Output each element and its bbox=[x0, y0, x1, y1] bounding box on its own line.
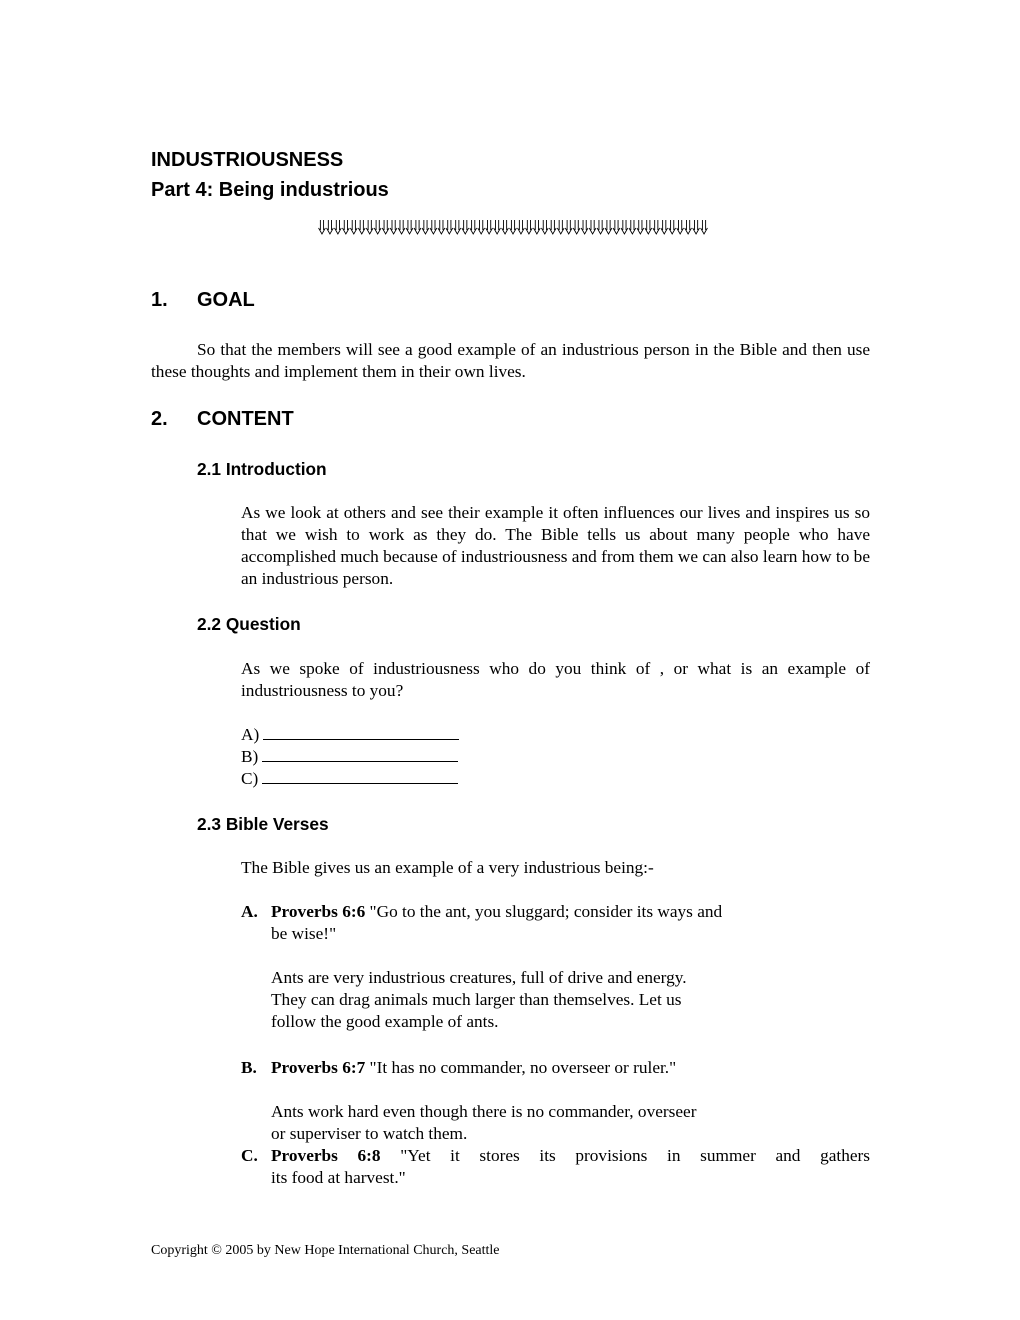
down-arrow-icon bbox=[494, 220, 501, 234]
verse-text-a-continued: be wise!" bbox=[271, 924, 337, 943]
down-arrow-icon bbox=[581, 220, 588, 234]
down-arrow-icon bbox=[518, 220, 525, 234]
down-arrow-icon bbox=[478, 220, 485, 234]
down-arrow-icon bbox=[342, 220, 349, 234]
down-arrow-icon bbox=[414, 220, 421, 234]
down-arrow-icon bbox=[597, 220, 604, 234]
verse-letter-c: C. bbox=[241, 1146, 258, 1165]
down-arrow-icon bbox=[645, 220, 652, 234]
down-arrow-icon bbox=[422, 220, 429, 234]
verse-reference-c: Proverbs 6:8 bbox=[271, 1146, 381, 1165]
goal-paragraph: So that the members will see a good example of an industrious person in the Bible and then use these thoughts and implement them in their own lives. bbox=[151, 340, 870, 381]
verse-item-c bbox=[241, 1145, 870, 1167]
answer-label-a: A) bbox=[241, 725, 260, 744]
section-goal-heading bbox=[151, 288, 255, 312]
section-goal-number: 1. bbox=[151, 289, 168, 311]
down-arrow-icon bbox=[549, 220, 556, 234]
down-arrow-icon bbox=[366, 220, 373, 234]
verse-comment-b bbox=[271, 1101, 871, 1145]
down-arrow-icon bbox=[653, 220, 660, 234]
verse-reference-b: Proverbs 6:7 bbox=[271, 1058, 366, 1077]
verse-letter-b: B. bbox=[241, 1058, 257, 1077]
section-content-heading bbox=[151, 407, 294, 431]
section-goal-title: GOAL bbox=[197, 289, 255, 311]
document-title: INDUSTRIOUSNESS bbox=[151, 149, 344, 171]
bible-verses-intro: The Bible gives us an example of a very industrious being:- bbox=[241, 858, 654, 877]
decorative-arrow-divider bbox=[318, 219, 708, 235]
down-arrow-icon bbox=[541, 220, 548, 234]
down-arrow-icon bbox=[589, 220, 596, 234]
down-arrow-icon bbox=[557, 220, 564, 234]
question-heading: 2.2 Question bbox=[197, 614, 301, 634]
verse-item-a bbox=[241, 901, 870, 923]
verse-text-c-continued: its food at harvest." bbox=[271, 1168, 406, 1187]
down-arrow-icon bbox=[613, 220, 620, 234]
down-arrow-icon bbox=[327, 220, 334, 234]
answer-blank-b bbox=[262, 746, 458, 762]
verse-comment-a bbox=[271, 967, 871, 1033]
section-content-title: CONTENT bbox=[197, 408, 294, 430]
question-paragraph: As we spoke of industriousness who do you think of , or what is an example of industriousness to you? bbox=[241, 659, 870, 700]
answer-label-c: C) bbox=[241, 769, 259, 788]
down-arrow-icon bbox=[390, 220, 397, 234]
verse-reference-a: Proverbs 6:6 bbox=[271, 902, 366, 921]
introduction-heading: 2.1 Introduction bbox=[197, 459, 327, 479]
down-arrow-icon bbox=[685, 220, 692, 234]
answer-blank-a bbox=[263, 724, 459, 740]
verse-letter-a: A. bbox=[241, 902, 258, 921]
down-arrow-icon bbox=[701, 220, 708, 234]
answer-line-c bbox=[241, 768, 870, 790]
verse-comment-a-line: follow the good example of ants. bbox=[271, 1012, 499, 1031]
down-arrow-icon bbox=[358, 220, 365, 234]
verse-item-b bbox=[241, 1057, 870, 1079]
down-arrow-icon bbox=[446, 220, 453, 234]
answer-blank-c bbox=[262, 768, 458, 784]
verse-text-a: "Go to the ant, you sluggard; consider its ways and bbox=[365, 902, 723, 921]
verse-comment-a-line: They can drag animals much larger than themselves. Let us bbox=[271, 990, 682, 1009]
down-arrow-icon bbox=[462, 220, 469, 234]
section-content-number: 2. bbox=[151, 408, 168, 430]
down-arrow-icon bbox=[470, 220, 477, 234]
down-arrow-icon bbox=[661, 220, 668, 234]
down-arrow-icon bbox=[573, 220, 580, 234]
down-arrow-icon bbox=[382, 220, 389, 234]
introduction-paragraph: As we look at others and see their example it often influences our lives and inspires us so that we wish to work as they do. The Bible tells us about many people who have accomplished much because of industriousness and from them we can also learn how to be an industrious person. bbox=[241, 503, 870, 588]
document-subtitle: Part 4: Being industrious bbox=[151, 179, 389, 201]
down-arrow-icon bbox=[669, 220, 676, 234]
verse-comment-a-line: Ants are very industrious creatures, full of drive and energy. bbox=[271, 968, 687, 987]
down-arrow-icon bbox=[374, 220, 381, 234]
answer-line-b bbox=[241, 746, 870, 768]
down-arrow-icon bbox=[398, 220, 405, 234]
down-arrow-icon bbox=[319, 220, 326, 234]
answer-line-a bbox=[241, 724, 870, 746]
verse-text-c: "Yet it stores its provisions in summer and gathers bbox=[380, 1146, 871, 1165]
down-arrow-icon bbox=[454, 220, 461, 234]
down-arrow-icon bbox=[486, 220, 493, 234]
down-arrow-icon bbox=[621, 220, 628, 234]
down-arrow-icon bbox=[605, 220, 612, 234]
answer-list bbox=[241, 724, 870, 790]
down-arrow-icon bbox=[533, 220, 540, 234]
down-arrow-icon bbox=[677, 220, 684, 234]
down-arrow-icon bbox=[565, 220, 572, 234]
down-arrow-icon bbox=[526, 220, 533, 234]
bible-verses-heading: 2.3 Bible Verses bbox=[197, 814, 329, 834]
down-arrow-icon bbox=[693, 220, 700, 234]
verse-comment-b-line: or superviser to watch them. bbox=[271, 1124, 468, 1143]
answer-label-b: B) bbox=[241, 747, 259, 766]
down-arrow-icon bbox=[637, 220, 644, 234]
down-arrow-icon bbox=[502, 220, 509, 234]
down-arrow-icon bbox=[510, 220, 517, 234]
copyright-footer: Copyright © 2005 by New Hope International Church, Seattle bbox=[151, 1243, 500, 1258]
down-arrow-icon bbox=[430, 220, 437, 234]
down-arrow-icon bbox=[438, 220, 445, 234]
verse-comment-b-line: Ants work hard even though there is no commander, overseer bbox=[271, 1102, 697, 1121]
down-arrow-icon bbox=[334, 220, 341, 234]
down-arrow-icon bbox=[350, 220, 357, 234]
down-arrow-icon bbox=[406, 220, 413, 234]
down-arrow-icon bbox=[629, 220, 636, 234]
verse-text-b: "It has no commander, no overseer or ruler." bbox=[365, 1058, 677, 1077]
